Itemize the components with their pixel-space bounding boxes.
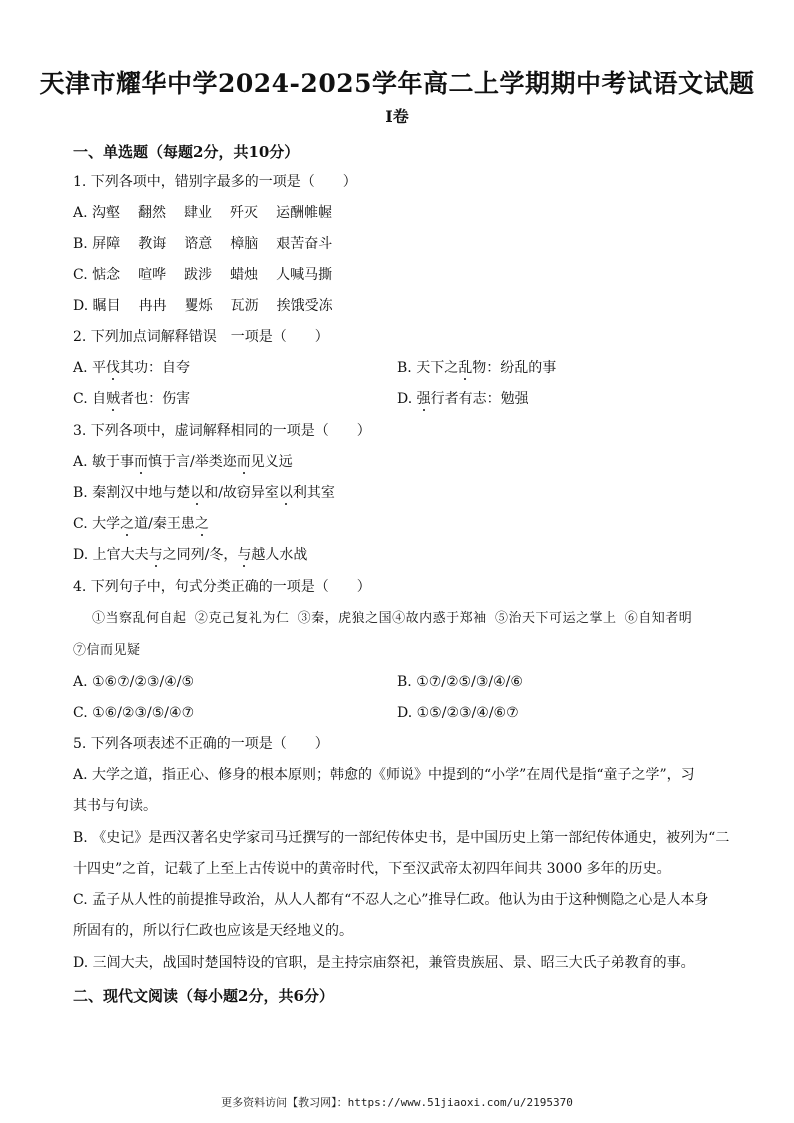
- option-text: 者也：伤害: [120, 391, 191, 407]
- question-5-line: A. 大学之道，指正心、修身的根本原则；韩愈的《师说》中提到的“小学”在周代是指“童子之学”，习: [73, 767, 695, 783]
- option-text: C. 大学: [73, 516, 121, 532]
- option-word: 运酬帷幄: [276, 205, 333, 221]
- question-4-option: C. ①⑥/②③/⑤/④⑦: [73, 705, 195, 721]
- option-word: 瓦沥: [230, 298, 259, 314]
- option-word: 屏障: [92, 236, 121, 252]
- dotted-word: 与: [148, 547, 163, 563]
- question-5-line: 十四史”之首，记载了上至上古传说中的黄帝时代，下至汉武帝太初四年间共 3000 多年的历史。: [73, 861, 671, 877]
- option-text: 行者有志：勉强: [430, 391, 529, 407]
- option-word: 矍烁: [184, 298, 213, 314]
- question-4-stem: 4. 下列句子中，句式分类正确的一项是（ ）: [73, 579, 371, 595]
- question-1-option: [73, 234, 350, 254]
- question-1-option: [73, 203, 350, 223]
- dotted-word: 乱: [458, 360, 473, 376]
- option-word: 瞩目: [92, 298, 121, 314]
- option-word: 樟脑: [230, 236, 259, 252]
- dotted-word: 之: [194, 516, 209, 532]
- option-letter: B.: [73, 236, 93, 252]
- option-text: A. 敏于事: [73, 454, 135, 470]
- question-1-option: [73, 265, 350, 285]
- option-word: 喧哗: [138, 267, 167, 283]
- option-text: A. 平: [73, 360, 107, 376]
- dotted-word: 而: [134, 454, 149, 470]
- option-word: 歼灭: [230, 205, 259, 221]
- option-word: 艰苦奋斗: [276, 236, 333, 252]
- section-heading-1: 一、单选题（每题2分，共10分）: [73, 143, 300, 161]
- footer-link-text: 更多资料访问【教习网】：https://www.51jiaoxi.com/u/2195370: [221, 1096, 573, 1109]
- option-letter: C.: [73, 267, 93, 283]
- question-2-option: [397, 358, 556, 378]
- question-3-option: [73, 545, 307, 565]
- option-text: 道/秦王患: [134, 516, 195, 532]
- page-title: 天津市耀华中学2024-2025学年高二上学期期中考试语文试题: [39, 69, 755, 98]
- question-4-sentences-line2: ⑦信而见疑: [73, 643, 141, 658]
- option-text: 和/故窃异室: [204, 485, 279, 501]
- question-2-option: [397, 389, 529, 409]
- option-text: 之同列/冬，: [162, 547, 238, 563]
- option-word: 蜡烛: [230, 267, 259, 283]
- dotted-word: 贼: [106, 391, 121, 407]
- question-3-stem: 3. 下列各项中，虚词解释相同的一项是（ ）: [73, 423, 371, 439]
- option-word: 人喊马撕: [276, 267, 333, 283]
- question-1-option: [73, 296, 351, 316]
- option-text: 物：纷乱的事: [472, 360, 557, 376]
- question-5-line: 所固有的，所以行仁政也应该是天经地义的。: [73, 923, 353, 939]
- option-word: 冉冉: [138, 298, 167, 314]
- question-2-stem: 2. 下列加点词解释错误 一项是（ ）: [73, 329, 329, 345]
- question-4-option: B. ①⑦/②⑤/③/④/⑥: [397, 674, 523, 690]
- option-text: 其功：自夸: [120, 360, 191, 376]
- option-text: C. 自: [73, 391, 107, 407]
- dotted-word: 以: [278, 485, 293, 501]
- volume-label: I卷: [385, 107, 409, 126]
- option-text: D. 上官大夫: [73, 547, 149, 563]
- question-5-stem: 5. 下列各项表述不正确的一项是（ ）: [73, 736, 329, 752]
- option-word: 跋涉: [184, 267, 213, 283]
- question-2-option: [73, 389, 190, 409]
- dotted-word: 强: [416, 391, 431, 407]
- option-word: 惦念: [92, 267, 121, 283]
- question-4-option: A. ①⑥⑦/②③/④/⑤: [73, 674, 195, 690]
- question-5-line: B. 《史记》是西汉著名史学家司马迁撰写的一部纪传体史书，是中国历史上第一部纪传体通史，被列为“二: [73, 830, 730, 846]
- question-3-option: [73, 514, 209, 534]
- option-word: 沟壑: [92, 205, 121, 221]
- question-4-sentences-line1: ①当察乱何自起 ②克己复礼为仁 ③秦，虎狼之国④故内惑于郑袖 ⑤治天下可运之掌上 ⑥自知者明: [92, 611, 693, 626]
- section-heading-2: 二、现代文阅读（每小题2分，共6分）: [73, 987, 334, 1005]
- dotted-word: 而: [236, 454, 251, 470]
- question-5-line: 其书与句读。: [73, 798, 157, 814]
- option-text: B. 秦割汉中地与楚: [73, 485, 191, 501]
- option-text: B. 天下之: [397, 360, 459, 376]
- option-text: 越人水战: [251, 547, 308, 563]
- option-word: 肆业: [184, 205, 213, 221]
- option-word: 翻然: [138, 205, 167, 221]
- dotted-word: 伐: [106, 360, 121, 376]
- option-word: 教诲: [138, 236, 167, 252]
- question-3-option: [73, 483, 335, 503]
- dotted-word: 与: [237, 547, 252, 563]
- question-3-option: [73, 452, 293, 472]
- question-1-stem: 1. 下列各项中，错别字最多的一项是（ ）: [73, 174, 357, 190]
- option-word: 谘意: [184, 236, 213, 252]
- option-letter: A.: [73, 205, 93, 221]
- option-letter: D.: [73, 298, 93, 314]
- option-text: D.: [397, 391, 417, 407]
- option-text: 利其室: [292, 485, 335, 501]
- option-word: 挨饿受冻: [276, 298, 333, 314]
- dotted-word: 以: [190, 485, 205, 501]
- question-5-line: D. 三闾大夫，战国时楚国特设的官职，是主持宗庙祭祀，兼管贵族屈、景、昭三大氏子弟教育的事。: [73, 955, 695, 971]
- option-text: 见义远: [250, 454, 293, 470]
- question-2-option: [73, 358, 190, 378]
- option-text: 慎于言/举类迩: [148, 454, 237, 470]
- question-5-line: C. 孟子从人性的前提推导政治，从人人都有“不忍人之心”推导仁政。他认为由于这种恻隐之心是人本身: [73, 892, 709, 908]
- question-4-option: D. ①⑤/②③/④/⑥⑦: [397, 705, 519, 721]
- dotted-word: 之: [120, 516, 135, 532]
